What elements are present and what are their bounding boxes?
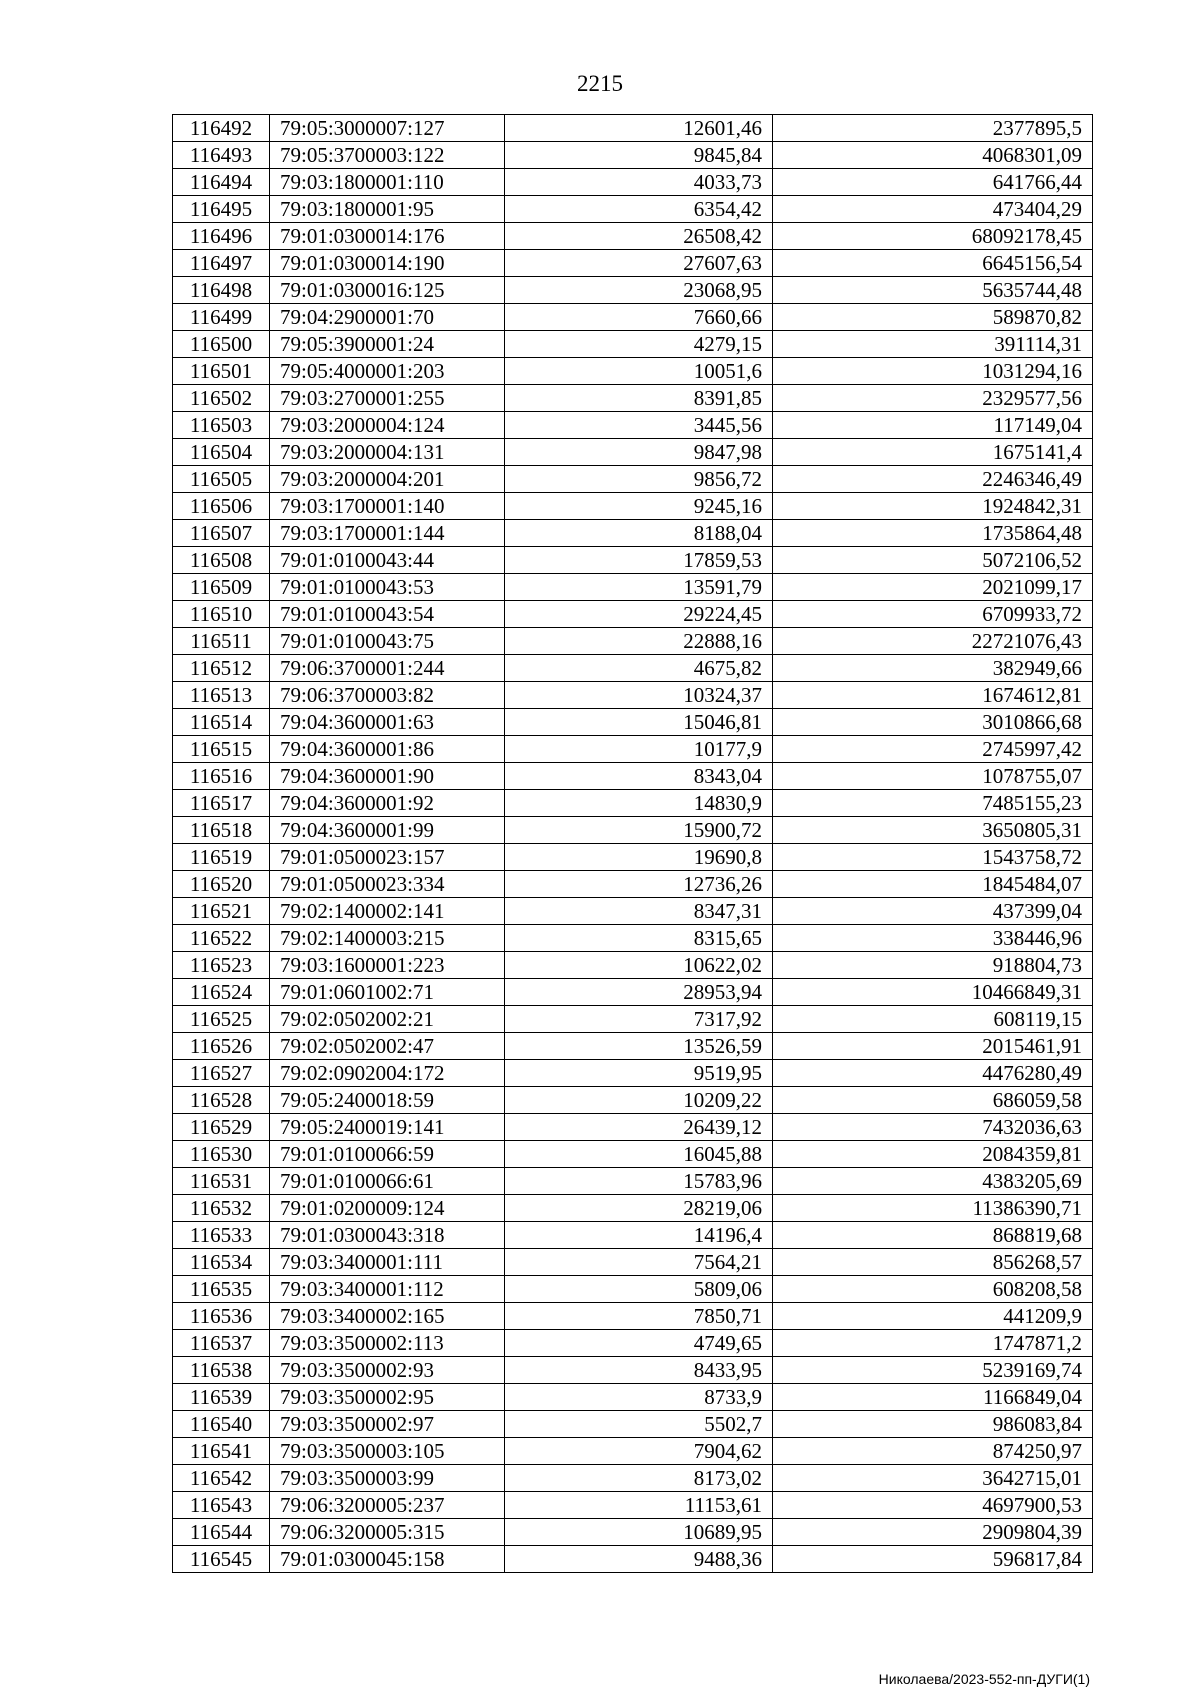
value-cell: 2246346,49 [773,466,1093,493]
row-number-cell: 116545 [173,1546,270,1573]
cadastral-number-cell: 79:02:0502002:21 [270,1006,505,1033]
area-cell: 7904,62 [505,1438,773,1465]
table-row [173,1168,1093,1195]
row-number-cell: 116520 [173,871,270,898]
row-number-cell: 116495 [173,196,270,223]
table-row [173,304,1093,331]
value-cell: 5239169,74 [773,1357,1093,1384]
area-cell: 7660,66 [505,304,773,331]
value-cell: 608119,15 [773,1006,1093,1033]
row-number-cell: 116516 [173,763,270,790]
table-row [173,223,1093,250]
area-cell: 16045,88 [505,1141,773,1168]
value-cell: 2909804,39 [773,1519,1093,1546]
value-cell: 608208,58 [773,1276,1093,1303]
row-number-cell: 116522 [173,925,270,952]
value-cell: 441209,9 [773,1303,1093,1330]
table-row [173,1465,1093,1492]
cadastral-number-cell: 79:03:1700001:144 [270,520,505,547]
area-cell: 9856,72 [505,466,773,493]
row-number-cell: 116539 [173,1384,270,1411]
table-row [173,196,1093,223]
table-row [173,1033,1093,1060]
table-row [173,1384,1093,1411]
area-cell: 23068,95 [505,277,773,304]
table-row [173,1141,1093,1168]
table-row [173,736,1093,763]
area-cell: 22888,16 [505,628,773,655]
table-row [173,601,1093,628]
table-row [173,952,1093,979]
table-row [173,1357,1093,1384]
value-cell: 596817,84 [773,1546,1093,1573]
value-cell: 4068301,09 [773,142,1093,169]
cadastral-number-cell: 79:01:0300014:190 [270,250,505,277]
area-cell: 4675,82 [505,655,773,682]
value-cell: 10466849,31 [773,979,1093,1006]
area-cell: 8433,95 [505,1357,773,1384]
area-cell: 5809,06 [505,1276,773,1303]
table-row [173,493,1093,520]
cadastral-number-cell: 79:03:3500002:95 [270,1384,505,1411]
area-cell: 10622,02 [505,952,773,979]
row-number-cell: 116531 [173,1168,270,1195]
cadastral-number-cell: 79:05:3900001:24 [270,331,505,358]
row-number-cell: 116538 [173,1357,270,1384]
value-cell: 2377895,5 [773,115,1093,142]
table-row [173,1519,1093,1546]
cadastral-number-cell: 79:01:0100066:61 [270,1168,505,1195]
table-row [173,763,1093,790]
value-cell: 6709933,72 [773,601,1093,628]
row-number-cell: 116534 [173,1249,270,1276]
row-number-cell: 116514 [173,709,270,736]
row-number-cell: 116504 [173,439,270,466]
table-row [173,709,1093,736]
row-number-cell: 116518 [173,817,270,844]
row-number-cell: 116529 [173,1114,270,1141]
area-cell: 10324,37 [505,682,773,709]
value-cell: 686059,58 [773,1087,1093,1114]
area-cell: 8347,31 [505,898,773,925]
table-row [173,871,1093,898]
value-cell: 868819,68 [773,1222,1093,1249]
cadastral-number-cell: 79:01:0100043:53 [270,574,505,601]
cadastral-number-cell: 79:02:0502002:47 [270,1033,505,1060]
table-row [173,412,1093,439]
row-number-cell: 116540 [173,1411,270,1438]
row-number-cell: 116498 [173,277,270,304]
area-cell: 13526,59 [505,1033,773,1060]
table-row [173,142,1093,169]
row-number-cell: 116533 [173,1222,270,1249]
row-number-cell: 116500 [173,331,270,358]
area-cell: 9845,84 [505,142,773,169]
cadastral-number-cell: 79:01:0300045:158 [270,1546,505,1573]
table-row [173,520,1093,547]
table-row [173,1195,1093,1222]
table-row [173,1303,1093,1330]
area-cell: 3445,56 [505,412,773,439]
row-number-cell: 116532 [173,1195,270,1222]
cadastral-number-cell: 79:05:2400019:141 [270,1114,505,1141]
cadastral-number-cell: 79:05:3700003:122 [270,142,505,169]
cadastral-number-cell: 79:04:3600001:90 [270,763,505,790]
value-cell: 1675141,4 [773,439,1093,466]
value-cell: 1747871,2 [773,1330,1093,1357]
area-cell: 8188,04 [505,520,773,547]
value-cell: 2745997,42 [773,736,1093,763]
value-cell: 856268,57 [773,1249,1093,1276]
area-cell: 12736,26 [505,871,773,898]
cadastral-number-cell: 79:03:2000004:201 [270,466,505,493]
table-row [173,817,1093,844]
row-number-cell: 116541 [173,1438,270,1465]
cadastral-number-cell: 79:01:0500023:334 [270,871,505,898]
area-cell: 8733,9 [505,1384,773,1411]
cadastral-number-cell: 79:06:3700001:244 [270,655,505,682]
table-row [173,979,1093,1006]
cadastral-number-cell: 79:05:3000007:127 [270,115,505,142]
table-row [173,1411,1093,1438]
table-row [173,1492,1093,1519]
row-number-cell: 116544 [173,1519,270,1546]
row-number-cell: 116523 [173,952,270,979]
value-cell: 117149,04 [773,412,1093,439]
area-cell: 7564,21 [505,1249,773,1276]
table-row [173,1546,1093,1573]
cadastral-number-cell: 79:03:2000004:131 [270,439,505,466]
table-row [173,925,1093,952]
cadastral-table-container [172,114,1092,1573]
area-cell: 5502,7 [505,1411,773,1438]
value-cell: 1924842,31 [773,493,1093,520]
table-row [173,466,1093,493]
cadastral-number-cell: 79:01:0300016:125 [270,277,505,304]
cadastral-number-cell: 79:06:3200005:237 [270,1492,505,1519]
row-number-cell: 116494 [173,169,270,196]
area-cell: 9245,16 [505,493,773,520]
area-cell: 19690,8 [505,844,773,871]
value-cell: 1735864,48 [773,520,1093,547]
area-cell: 12601,46 [505,115,773,142]
row-number-cell: 116530 [173,1141,270,1168]
table-row [173,682,1093,709]
row-number-cell: 116510 [173,601,270,628]
cadastral-number-cell: 79:01:0100066:59 [270,1141,505,1168]
area-cell: 7850,71 [505,1303,773,1330]
value-cell: 2015461,91 [773,1033,1093,1060]
value-cell: 4697900,53 [773,1492,1093,1519]
cadastral-number-cell: 79:04:3600001:99 [270,817,505,844]
area-cell: 4279,15 [505,331,773,358]
area-cell: 29224,45 [505,601,773,628]
table-row [173,574,1093,601]
value-cell: 1674612,81 [773,682,1093,709]
cadastral-number-cell: 79:02:1400003:215 [270,925,505,952]
cadastral-number-cell: 79:03:3500002:93 [270,1357,505,1384]
area-cell: 8343,04 [505,763,773,790]
row-number-cell: 116521 [173,898,270,925]
cadastral-number-cell: 79:03:1800001:95 [270,196,505,223]
cadastral-table [172,114,1093,1573]
table-row [173,385,1093,412]
value-cell: 986083,84 [773,1411,1093,1438]
area-cell: 8173,02 [505,1465,773,1492]
table-body [173,115,1093,1573]
area-cell: 9847,98 [505,439,773,466]
cadastral-number-cell: 79:03:1800001:110 [270,169,505,196]
cadastral-number-cell: 79:01:0100043:54 [270,601,505,628]
area-cell: 11153,61 [505,1492,773,1519]
row-number-cell: 116511 [173,628,270,655]
row-number-cell: 116519 [173,844,270,871]
value-cell: 4476280,49 [773,1060,1093,1087]
value-cell: 391114,31 [773,331,1093,358]
area-cell: 15046,81 [505,709,773,736]
row-number-cell: 116499 [173,304,270,331]
value-cell: 3642715,01 [773,1465,1093,1492]
cadastral-number-cell: 79:01:0601002:71 [270,979,505,1006]
area-cell: 15783,96 [505,1168,773,1195]
value-cell: 7485155,23 [773,790,1093,817]
table-row [173,1249,1093,1276]
area-cell: 13591,79 [505,574,773,601]
value-cell: 1543758,72 [773,844,1093,871]
row-number-cell: 116536 [173,1303,270,1330]
row-number-cell: 116525 [173,1006,270,1033]
row-number-cell: 116517 [173,790,270,817]
value-cell: 437399,04 [773,898,1093,925]
cadastral-number-cell: 79:03:3500002:113 [270,1330,505,1357]
table-row [173,1006,1093,1033]
value-cell: 3010866,68 [773,709,1093,736]
row-number-cell: 116535 [173,1276,270,1303]
value-cell: 918804,73 [773,952,1093,979]
row-number-cell: 116502 [173,385,270,412]
area-cell: 4033,73 [505,169,773,196]
cadastral-number-cell: 79:01:0100043:75 [270,628,505,655]
value-cell: 68092178,45 [773,223,1093,250]
table-row [173,1087,1093,1114]
row-number-cell: 116508 [173,547,270,574]
cadastral-number-cell: 79:02:1400002:141 [270,898,505,925]
cadastral-number-cell: 79:03:3500003:99 [270,1465,505,1492]
value-cell: 5072106,52 [773,547,1093,574]
area-cell: 27607,63 [505,250,773,277]
cadastral-number-cell: 79:05:4000001:203 [270,358,505,385]
cadastral-number-cell: 79:04:3600001:92 [270,790,505,817]
row-number-cell: 116492 [173,115,270,142]
area-cell: 14196,4 [505,1222,773,1249]
cadastral-number-cell: 79:03:1700001:140 [270,493,505,520]
area-cell: 10689,95 [505,1519,773,1546]
row-number-cell: 116506 [173,493,270,520]
row-number-cell: 116527 [173,1060,270,1087]
row-number-cell: 116501 [173,358,270,385]
area-cell: 6354,42 [505,196,773,223]
cadastral-number-cell: 79:01:0500023:157 [270,844,505,871]
area-cell: 7317,92 [505,1006,773,1033]
cadastral-number-cell: 79:04:2900001:70 [270,304,505,331]
area-cell: 17859,53 [505,547,773,574]
value-cell: 22721076,43 [773,628,1093,655]
table-row [173,547,1093,574]
value-cell: 5635744,48 [773,277,1093,304]
table-row [173,628,1093,655]
row-number-cell: 116513 [173,682,270,709]
value-cell: 11386390,71 [773,1195,1093,1222]
area-cell: 10209,22 [505,1087,773,1114]
value-cell: 3650805,31 [773,817,1093,844]
value-cell: 589870,82 [773,304,1093,331]
cadastral-number-cell: 79:03:2700001:255 [270,385,505,412]
area-cell: 10177,9 [505,736,773,763]
page-number: 2215 [577,71,623,96]
value-cell: 338446,96 [773,925,1093,952]
row-number-cell: 116526 [173,1033,270,1060]
value-cell: 7432036,63 [773,1114,1093,1141]
table-row [173,1114,1093,1141]
row-number-cell: 116524 [173,979,270,1006]
cadastral-number-cell: 79:06:3200005:315 [270,1519,505,1546]
table-row [173,358,1093,385]
area-cell: 26508,42 [505,223,773,250]
value-cell: 1166849,04 [773,1384,1093,1411]
area-cell: 10051,6 [505,358,773,385]
area-cell: 26439,12 [505,1114,773,1141]
cadastral-number-cell: 79:03:3500002:97 [270,1411,505,1438]
table-row [173,115,1093,142]
value-cell: 874250,97 [773,1438,1093,1465]
cadastral-number-cell: 79:03:3400001:112 [270,1276,505,1303]
cadastral-number-cell: 79:03:3400002:165 [270,1303,505,1330]
footer-reference: Николаева/2023-552-пп-ДУГИ(1) [878,1671,1090,1687]
area-cell: 4749,65 [505,1330,773,1357]
value-cell: 473404,29 [773,196,1093,223]
area-cell: 9488,36 [505,1546,773,1573]
table-row [173,1438,1093,1465]
table-row [173,655,1093,682]
cadastral-number-cell: 79:05:2400018:59 [270,1087,505,1114]
cadastral-number-cell: 79:03:3400001:111 [270,1249,505,1276]
row-number-cell: 116497 [173,250,270,277]
cadastral-number-cell: 79:06:3700003:82 [270,682,505,709]
cadastral-number-cell: 79:01:0100043:44 [270,547,505,574]
cadastral-number-cell: 79:03:3500003:105 [270,1438,505,1465]
table-row [173,898,1093,925]
value-cell: 2021099,17 [773,574,1093,601]
row-number-cell: 116493 [173,142,270,169]
table-row [173,844,1093,871]
table-row [173,277,1093,304]
value-cell: 1845484,07 [773,871,1093,898]
area-cell: 8315,65 [505,925,773,952]
table-row [173,439,1093,466]
cadastral-number-cell: 79:01:0200009:124 [270,1195,505,1222]
row-number-cell: 116512 [173,655,270,682]
table-row [173,169,1093,196]
area-cell: 15900,72 [505,817,773,844]
row-number-cell: 116509 [173,574,270,601]
row-number-cell: 116507 [173,520,270,547]
value-cell: 1031294,16 [773,358,1093,385]
row-number-cell: 116528 [173,1087,270,1114]
area-cell: 14830,9 [505,790,773,817]
row-number-cell: 116537 [173,1330,270,1357]
area-cell: 8391,85 [505,385,773,412]
value-cell: 641766,44 [773,169,1093,196]
row-number-cell: 116515 [173,736,270,763]
cadastral-number-cell: 79:04:3600001:86 [270,736,505,763]
table-row [173,1276,1093,1303]
table-row [173,790,1093,817]
row-number-cell: 116503 [173,412,270,439]
value-cell: 2084359,81 [773,1141,1093,1168]
table-row [173,1060,1093,1087]
table-row [173,250,1093,277]
value-cell: 1078755,07 [773,763,1093,790]
value-cell: 382949,66 [773,655,1093,682]
cadastral-number-cell: 79:01:0300043:318 [270,1222,505,1249]
row-number-cell: 116505 [173,466,270,493]
value-cell: 4383205,69 [773,1168,1093,1195]
area-cell: 28219,06 [505,1195,773,1222]
value-cell: 2329577,56 [773,385,1093,412]
cadastral-number-cell: 79:01:0300014:176 [270,223,505,250]
value-cell: 6645156,54 [773,250,1093,277]
row-number-cell: 116543 [173,1492,270,1519]
row-number-cell: 116542 [173,1465,270,1492]
cadastral-number-cell: 79:04:3600001:63 [270,709,505,736]
cadastral-number-cell: 79:02:0902004:172 [270,1060,505,1087]
row-number-cell: 116496 [173,223,270,250]
table-row [173,1222,1093,1249]
cadastral-number-cell: 79:03:1600001:223 [270,952,505,979]
table-row [173,1330,1093,1357]
area-cell: 28953,94 [505,979,773,1006]
cadastral-number-cell: 79:03:2000004:124 [270,412,505,439]
area-cell: 9519,95 [505,1060,773,1087]
table-row [173,331,1093,358]
